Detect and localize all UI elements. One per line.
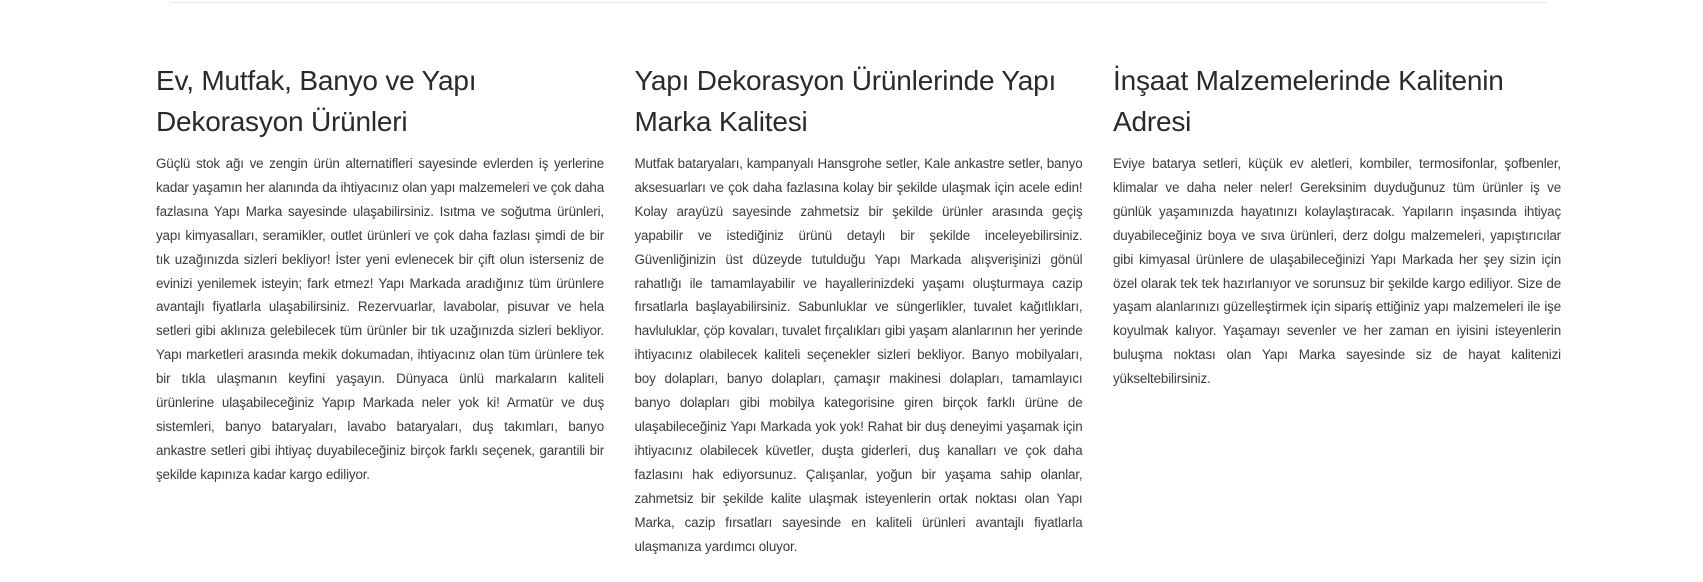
column-text: Güçlü stok ağı ve zengin ürün alternatifleri sayesinde evlerden iş yerlerine kadar yaşamın her alanında da ihtiyacınız olan yapı malzemeleri ve çok daha fazlasına Yapı Marka sayesinde ulaşabilirsiniz. Isıtma ve soğutma ürünleri, yapı kimyasalları, seramikler, outlet ürünleri ve çok daha fazlası şimdi de bir tık uzağınızda sizleri bekliyor! İster yeni evlenecek bir çift olun isterseniz de evinizi yenilemek isteyin; fark etmez! Yapı Markada aradığınız tüm ürünlere avantajlı fiyatlarla ulaşabilirsiniz. Rezervuarlar, lavabolar, pisuvar ve hela setleri gibi aklınıza gelebilecek tüm ürünler bir tık uzağınızda sizleri bekliyor. Yapı marketleri arasında mekik dokumadan, ihtiyacınız olan tüm ürünlere tek bir tıkla ulaşmanın keyfini yaşayın. Dünyaca ünlü markaların kaliteli ürünlerine ulaşabileceğiniz Yapıp Markada neler yok ki! Armatür ve duş sistemleri, banyo bataryaları, lavabo bataryaları, duş takımları, banyo ankastre setleri gibi ihtiyaç duyabileceğiniz birçok farklı seçenek, garantili bir şekilde kapınıza kadar kargo ediliyor. (156, 156, 604, 482)
column-title: Yapı Dekorasyon Ürünlerinde Yapı Marka Kalitesi (634, 65, 1057, 137)
column-text: Eviye batarya setleri, küçük ev aletleri, kombiler, termosifonlar, şofbenler, klimalar ve daha neler neler! Gereksinim duyduğunuz tüm ürünler iş ve günlük yaşamınızda hayatınızı kolaylaştıracak. Yapıların inşasında ihtiyaç duyabileceğiniz boya ve sıva ürünleri, derz dolgu malzemeleri, yapıştırıcılar gibi kimyasal ürünlere de ulaşabileceğinizi Yapı Markada her şey sizin için özel olarak tek tek hazırlanıyor ve sorunsuz bir şekilde kargo ediliyor. Size de yaşam alanlarınızı güzelleştirmek için sipariş ettiğiniz yapı malzemeleri ile işe koyulmak kalıyor. Yaşamayı sevenler ve her zaman en iyisini isteyenlerin buluşma noktası olan Yapı Marka sayesinde siz de hayat kalitenizi yükseltebilirsiniz. (1113, 156, 1561, 387)
content-column-home-decoration (156, 60, 604, 558)
content-column-construction (1113, 60, 1561, 558)
column-title: İnşaat Malzemelerinde Kalitenin Adresi (1113, 65, 1504, 137)
top-divider (171, 2, 1547, 3)
seo-content-section (156, 60, 1561, 558)
content-column-quality (635, 60, 1083, 558)
column-title: Ev, Mutfak, Banyo ve Yapı Dekorasyon Ürünleri (156, 65, 477, 137)
column-text: Mutfak bataryaları, kampanyalı Hansgrohe setler, Kale ankastre setler, banyo aksesuarları ve çok daha fazlasına kolay bir şekilde ulaşmak için acele edin! Kolay arayüzü sayesinde zahmetsiz bir şekilde ürünler arasında geçiş yapabilir ve istediğiniz ürünü detaylı bir şekilde inceleyebilirsiniz. Güvenliğinizin üst düzeyde tutulduğu Yapı Markada alışverişinizi gönül rahatlığı ile tamamlayabilir ve hayallerinizdeki yaşamı oluşturmaya cazip fırsatlarla başlayabilirsiniz. Sabunluklar ve süngerlikler, tuvalet kağıtlıkları, havluluklar, çöp kovaları, tuvalet fırçalıkları gibi yaşam alanlarının her yerinde ihtiyacınız olabilecek kaliteli seçenekler sizleri bekliyor. Banyo mobilyaları, boy dolapları, banyo dolapları, çamaşır makinesi dolapları, tamamlayıcı banyo dolapları gibi mobilya kategorisine giren birçok farklı ürüne de ulaşabileceğiniz Yapı Markada yok yok! Rahat bir duş deneyimi yaşamak için ihtiyacınız olabilecek küvetler, duşta giderleri, duş kanalları ve çok daha fazlasını hak ediyorsunuz. Çalışanlar, yoğun bir yaşama sahip olanlar, zahmetsiz bir şekilde kalite ulaşmak isteyenlerin ortak noktası olan Yapı Marka, cazip fırsatları sayesinde en kaliteli ürünleri avantajlı fiyatlarla ulaşmanıza yardımcı oluyor. (634, 156, 1083, 554)
